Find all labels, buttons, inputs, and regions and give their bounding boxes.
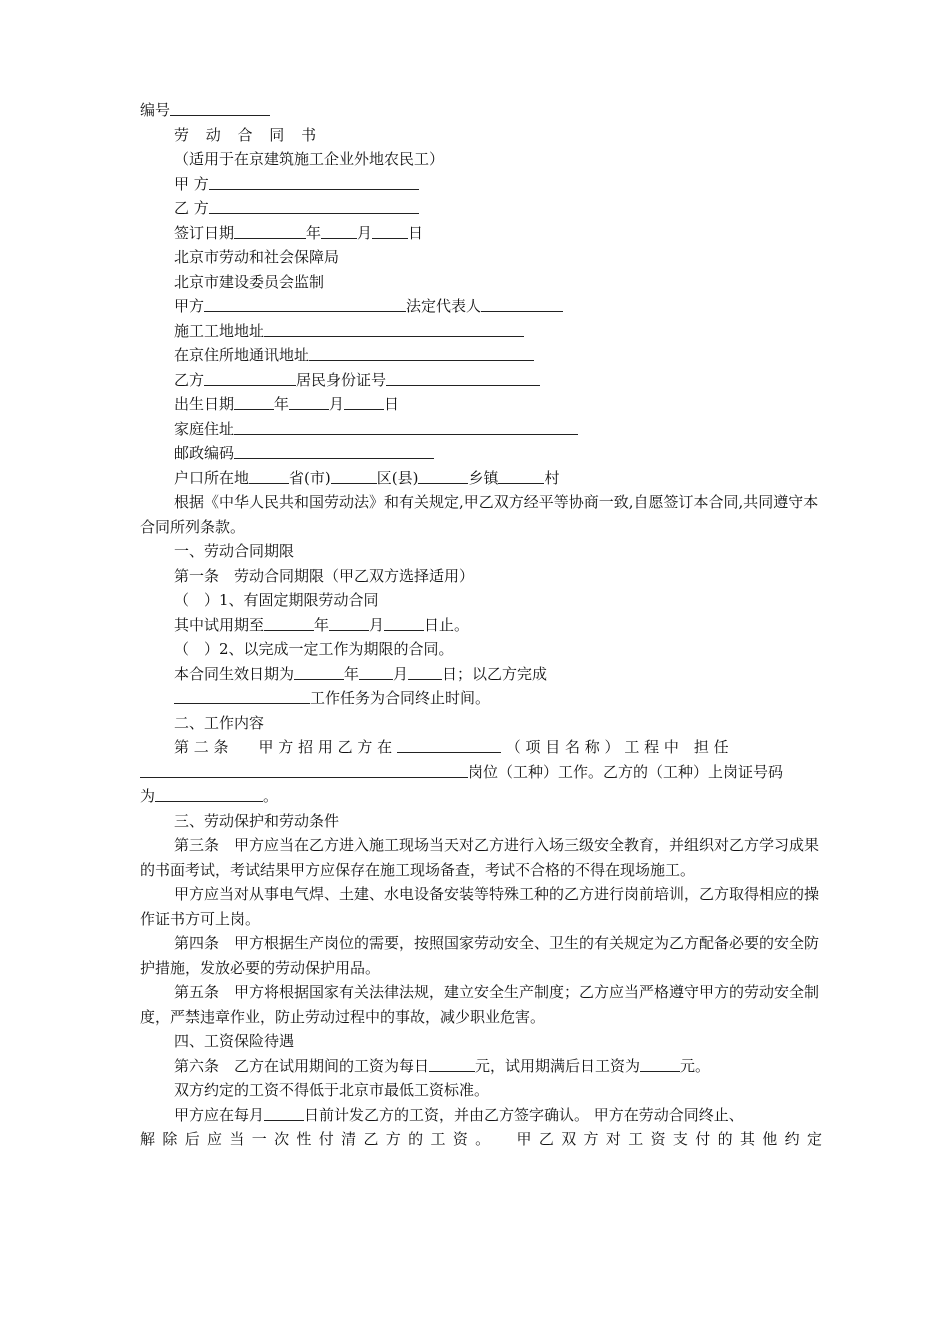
section-4-heading: 四、工资保险待遇: [174, 1032, 295, 1050]
party-b-id-line: 乙方 居民身份证号: [140, 368, 822, 393]
site-address-line: 施工工地地址: [140, 319, 822, 344]
beijing-address-line: 在京住所地通讯地址: [140, 343, 822, 368]
article-2-line-2: 岗位（工种）工作。乙方的（工种）上岗证号码: [140, 760, 822, 785]
section-1-heading: 一、劳动合同期限: [174, 542, 295, 560]
contract-document: [140, 98, 822, 1152]
party-b-line: 乙 方: [140, 196, 822, 221]
section-2-heading: 二、工作内容: [174, 713, 265, 732]
sign-date-line: 签订日期 年 月 日: [174, 223, 424, 242]
article-4: 第四条 甲方根据生产岗位的需要，按照国家劳动安全、卫生的有关规定为乙方配备必要的安全防护措施，发放必要的劳动保护用品。: [140, 934, 820, 977]
party-a-legal-rep-line: 甲方 法定代表人: [140, 294, 822, 319]
article-5: 第五条 甲方将根据国家有关法律法规，建立安全生产制度；乙方应当严格遵守甲方的劳动安全制度，严禁违章作业，防止劳动过程中的事故，减少职业危害。: [140, 983, 820, 1026]
task-end-line: 工作任务为合同终止时间。: [140, 686, 822, 711]
home-address-line: 家庭住址: [140, 417, 822, 442]
article-2-line-3: 为 。: [140, 787, 279, 805]
hukou-line: 户口所在地 省(市) 区(县) 乡镇 村: [174, 468, 560, 487]
article-3: 第三条 甲方应当在乙方进入施工现场当天对乙方进行入场三级安全教育，并组织对乙方学习成果的书面考试，考试结果甲方应保存在施工现场备查，考试不合格的不得在现场施工。: [140, 836, 820, 879]
option-2: （ ）2、以完成一定工作为期限的合同。: [174, 640, 454, 658]
min-wage-line: 双方约定的工资不得低于北京市最低工资标准。: [174, 1081, 490, 1099]
contract-title: 劳 动 合 同 书: [174, 125, 323, 144]
bureau-line-2: 北京市建设委员会监制: [174, 272, 325, 291]
pay-settlement-line: 解 除 后 应 当 一 次 性 付 清 乙 方 的 工 资 。 甲 乙 双 方 对 工 资 支 付 的 其 他 约 定: [140, 1130, 822, 1148]
pay-day-line: 甲方应在每月 日前计发乙方的工资，并由乙方签字确认。 甲方在劳动合同终止、: [174, 1105, 744, 1124]
intro-paragraph: 根据《中华人民共和国劳动法》和有关规定,甲乙双方经平等协商一致,自愿签订本合同,共同遵守本合同所列条款。: [140, 493, 819, 536]
effective-date-line: 本合同生效日期为 年 月 日；以乙方完成: [174, 664, 548, 683]
article-3-training: 甲方应当对从事电气焊、土建、水电设备安装等特殊工种的乙方进行岗前培训，乙方取得相应的操作证书方可上岗。: [140, 885, 820, 928]
article-6: 第六条 乙方在试用期间的工资为每日 元，试用期满后日工资为 元。: [174, 1056, 711, 1075]
birth-date-line: 出生日期 年 月 日: [174, 395, 400, 413]
bureau-line-1: 北京市劳动和社会保障局: [174, 248, 340, 266]
postcode-line: 邮政编码: [140, 441, 822, 466]
probation-line: 其中试用期至 年 月 日止。: [174, 615, 470, 634]
option-1: （ ）1、有固定期限劳动合同: [174, 591, 379, 609]
party-a-line: 甲 方: [140, 172, 822, 197]
contract-subtitle: （适用于在京建筑施工企业外地农民工）: [174, 150, 445, 168]
article-2-line-1: 第 二 条 甲 方 招 用 乙 方 在 （ 项 目 名 称 ） 工 程 中 担 任: [174, 738, 729, 756]
section-3-heading: 三、劳动保护和劳动条件: [174, 811, 340, 830]
article-1: 第一条 劳动合同期限（甲乙双方选择适用）: [174, 566, 475, 585]
contract-number: 编号: [140, 98, 822, 123]
